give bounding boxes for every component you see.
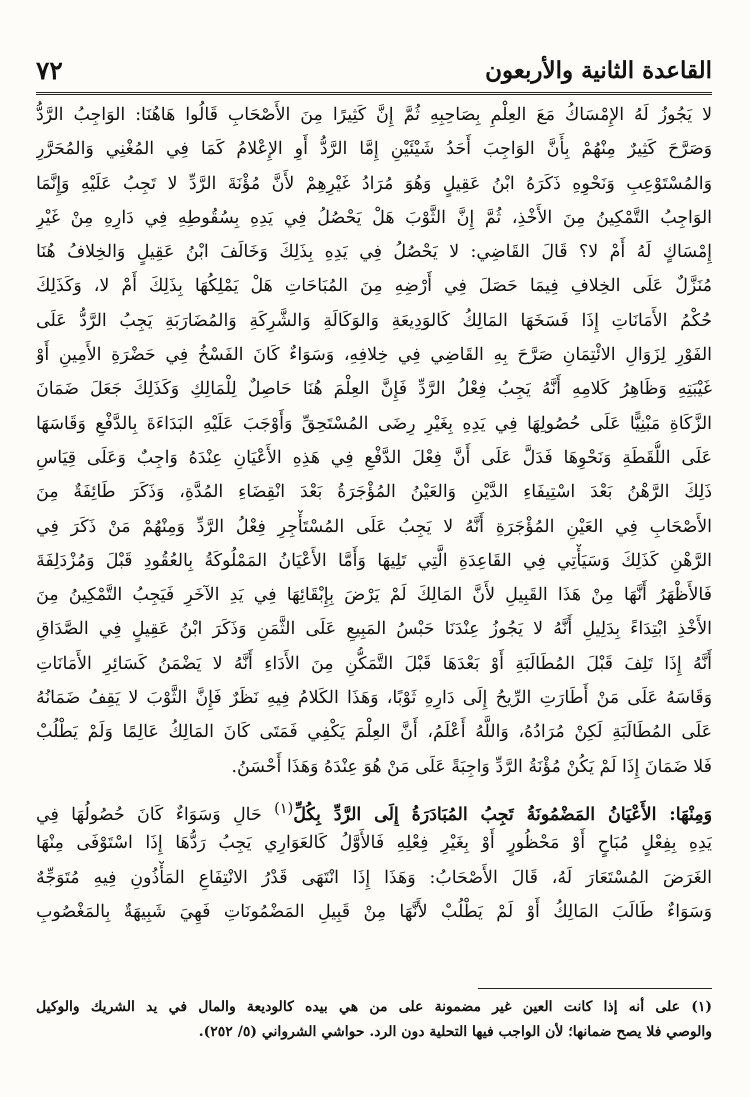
footnote-mark: (١) <box>274 800 294 817</box>
text-line: الأَصْحَابِ فِي العَيْنِ المُؤْجَرَةِ أَنَّهُ لا يَجِبُ عَلَى المُسْتَأْجِرِ فِعْلُ الرَّدِّ وَمِنْهُمْ مَنْ ذَكَرَ فِي <box>36 516 712 537</box>
text-line: مُنَزَّلٌ عَلَى الخِلافِ فِيمَا حَصَلَ فِي أَرْضِهِ مِنَ المُبَاحَاتِ هَلْ يَمْلِكُهَا بِذَلِكَ أَمْ لا، وَكَذَلِكَ <box>36 276 712 297</box>
header-divider <box>36 92 712 95</box>
text-line <box>36 792 712 826</box>
text-line: الوَاجِبُ التَّمْكِينُ مِنَ الأَخْذِ، ثُمَّ إِنَّ الثَّوْبَ هَلْ يَحْصُلُ فِي يَدِهِ بِسُقُوطِهِ فِي دَارِهِ مِنْ غَيْرِ <box>36 207 712 228</box>
paragraph <box>36 98 712 784</box>
text-line: حُكْمُ الأَمَانَاتِ إِذَا فَسَخَهَا المَالِكُ كَالوَدِيعَةِ وَالوَكَالَةِ وَالشَّرِكَةِ وَالمُضَارَبَةِ يَجِبُ الرَّدُّ عَلَى <box>36 310 712 331</box>
page-number: ٧٢ <box>36 55 63 85</box>
text-line: فَالأَظْهَرُ أَنَّهَا مِنْ هَذَا القَبِيلِ لأَنَّ المَالِكَ لَمْ يَرْضَ بِإِبْقَائِهَا فِي يَدِ الآخَرِ فَيَجِبُ التَّمْكِينُ مِنَ <box>36 585 712 606</box>
text-line: يَدِهِ بِفِعْلٍ مُبَاحٍ أَوْ مَحْظُورٍ أَوْ بِغَيْرِ فِعْلِهِ فَالأَوَّلُ كَالعَوَارِي يَجِبُ رَدُّهَا إِذَا اسْتَوْفَى مِنْهَا <box>36 833 712 854</box>
text-line: أَنَّهُ إِذَا تَلِفَ قَبْلَ المُطَالَبَةِ أَوْ بَعْدَهَا قَبْلَ التَّمَكُّنِ مِنَ الأَدَاءِ أَنَّهُ لا يَضْمَنُ كَسَائِرِ الأَمَانَاتِ <box>36 653 712 674</box>
text-line: غَيْبَتِهِ وَظَاهِرُ كَلامِهِ أَنَّهُ يَجِبُ فِعْلُ الرَّدِّ فَإِنَّ العِلْمَ هُنَا حَاصِلٌ لِلْمَالِكِ وَكَذَلِكَ جَعَلَ ضَمَانَ <box>36 379 712 400</box>
lead-heading: وَمِنْهَا: الأَعْيَانُ المَضْمُونَةُ تَجِبُ المُبَادَرَةُ إِلَى الرَّدِّ بِكُلِّ <box>293 804 712 825</box>
text-line: لا يَجُوزُ لَهُ الإِمْسَاكُ مَعَ العِلْمِ بِصَاحِبِهِ ثُمَّ إِنَّ كَثِيرًا مِنَ الأَصْحَابِ قَالُوا هَاهُنَا: الوَاجِبُ الرَّدُّ <box>36 105 712 125</box>
text-line: الغَرَضَ المُسْتَعَارَ لَهُ، قَالَ الأَصْحَابُ: وَهَذَا إِذَا انْتَهَى قَدْرُ الانْتِفَاعِ المَأْذُونِ فِيهِ مُتَوَجِّهٌ <box>36 867 712 888</box>
text-line: وَالمُسْتَوْعِبِ وَنَحْوِهِ ذَكَرَهُ ابْنُ عَقِيلٍ وَهُوَ مُرَادُ غَيْرِهِمْ لأَنَّ مُؤْنَةَ الرَّدِّ لا تَجِبُ عَلَيْهِ وَإِنَّمَا <box>36 173 712 194</box>
footnote-line: (١) على أنه إذا كانت العين غير مضمونة على من هي بيده كالوديعة والمال في يد الشريك والوكيل <box>36 999 712 1015</box>
text-line: وَسَوَاءٌ طَالَبَ المَالِكُ أَوْ لَمْ يَطْلُبْ لأَنَّهَا مِنْ قَبِيلِ المَضْمُونَاتِ فَهِيَ شَبِيهَةٌ بِالمَغْصُوبِ <box>36 901 712 922</box>
text-line: الرَّهْنِ كَذَلِكَ وَسَيَأْتِي فِي القَاعِدَةِ الَّتِي تَلِيهَا وَأَمَّا الأَعْيَانُ المَمْلُوكَةُ بِالعُقُودِ قَبْلَ وَمُزْدَلِفَةَ <box>36 550 712 571</box>
running-title: القاعدة الثانية والأربعون <box>485 56 712 84</box>
text-line: إِمْسَاكٍ لَهُ أَمْ لا؟ قَالَ القَاضِي: لا يَحْصُلُ فِي يَدِهِ بِذَلِكَ وَخَالَفَ ابْنُ عَقِيلٍ وَالخِلافُ هُنَا <box>36 242 712 263</box>
paragraph-gap <box>36 784 712 792</box>
text-line: ذَلِكَ الرَّهْنُ بَعْدَ اسْتِيفَاءِ الدَّيْنِ وَالعَيْنُ المُؤْجَرَةُ بَعْدَ انْقِضَاءِ المُدَّةِ، وَذَكَرَ طَائِفَةٌ مِنَ <box>36 482 712 503</box>
text-line: وَصَرَّحَ كَثِيرٌ مِنْهُمْ بِأَنَّ الوَاجِبَ أَحَدُ شَيْئَيْنِ إِمَّا الرَّدُّ أَوِ الإِعْلامُ كَمَا فِي المُغْنِي وَالمُحَرَّرِ <box>36 139 712 160</box>
footnote-divider <box>478 988 712 989</box>
text-line: عَلَى المُطَالَبَةِ لَكِنْ مُرَادُهُ، وَاللَّهُ أَعْلَمُ، أَنَّ العِلْمَ يَكْفِي فَمَتَى كَانَ المَالِكُ عَالِمًا وَلَمْ يَطْلُبْ <box>36 722 712 743</box>
text-line: الفَوْرِ لِزَوَالِ الائْتِمَانِ صَرَّحَ بِهِ القَاضِي فِي خِلافِهِ، وَسَوَاءٌ كَانَ الفَسْخُ فِي حَضْرَةِ الأَمِينِ أَوْ <box>36 345 712 366</box>
text-line: الزَّكَاةِ مَبْنِيًّا عَلَى حُصُولِهَا فِي يَدِهِ بِغَيْرِ رِضَى المُسْتَحِقِّ وَأَوْجَبَ عَلَيْهِ البَدَاءَةَ بِالدَّفْعِ وَقَاسَهَا <box>36 413 712 434</box>
text-line: وَقَاسَهُ عَلَى مَنْ أَطَارَتِ الرِّيحُ إِلَى دَارِهِ ثَوْبًا، وَهَذَا الكَلامُ فِيهِ نَظَرٌ فَإِنَّ الثَّوْبَ لا يَقِفُ ضَمَانُهُ <box>36 688 712 709</box>
text-line: الأَخْذِ ابْتِدَاءً بِدَلِيلِ أَنَّهُ لا يَجُوزُ عِنْدَنَا حَبْسُ المَبِيعِ عَلَى الثَّمَنِ وَذَكَرَ ابْنُ عَقِيلٍ فِي الصَّدَاقِ <box>36 619 712 640</box>
text-line: فَلا ضَمَانَ إِذَا لَمْ يَكُنْ مُؤْنَةُ الرَّدِّ وَاجِبَةً عَلَى مَنْ هُوَ عِنْدَهُ وَهَذَا أَحْسَنُ. <box>231 756 712 777</box>
footnote-line: والوصي فلا يصح ضمانها؛ لأن الواجب فيها التحلية دون الرد. حواشي الشرواني (٥/ ٢٥٢). <box>198 1024 712 1040</box>
paragraph <box>36 792 712 929</box>
page-header <box>36 50 712 90</box>
text-line: عَلَى اللُّقَطَةِ وَنَحْوِهَا فَدَلَّ عَلَى أَنَّ فِعْلَ الدَّفْعِ فِي هَذِهِ الأَعْيَانِ عِنْدَهُ وَاجِبٌ وَعَلَى قِيَاسِ <box>36 447 712 468</box>
lead-continuation: حَالٍ وَسَوَاءٌ كَانَ حُصُولُهَا فِي <box>36 804 275 825</box>
main-text <box>36 98 712 929</box>
footnote <box>36 995 712 1045</box>
